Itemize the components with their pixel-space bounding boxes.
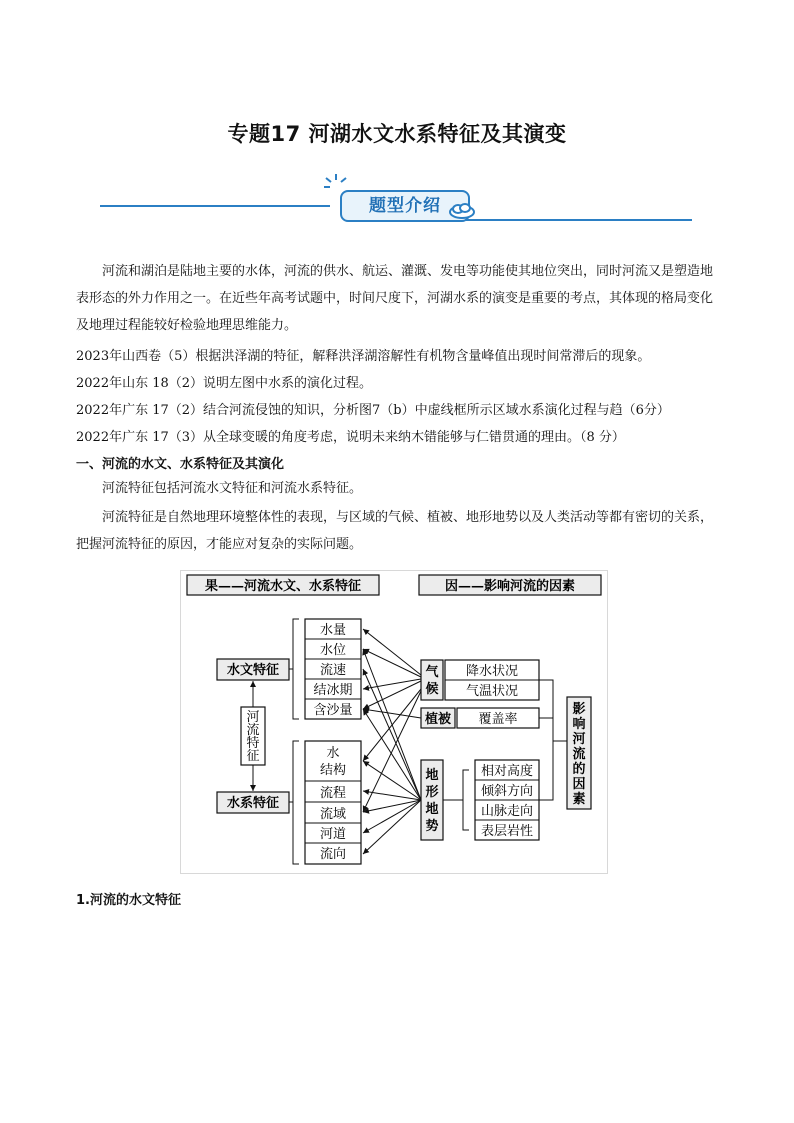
factors-char: 流 <box>572 747 586 762</box>
terrain-item: 倾斜方向 <box>480 784 534 799</box>
climate-item: 气温状况 <box>465 684 519 699</box>
hydro-item: 结冰期 <box>313 683 353 698</box>
exam-ref: 2022年山东 18（2）说明左图中水系的演化过程。 <box>76 376 373 391</box>
exam-ref: 2023年山西卷（5）根据洪泽湖的特征，解释洪泽湖溶解性有机物含量峰值出现时间常滞后的现象。 <box>76 349 651 364</box>
banner-right-rule <box>466 219 692 221</box>
body-paragraph: 河流特征包括河流水文特征和河流水系特征。 <box>102 481 363 496</box>
system-item-line2: 结 <box>319 763 333 778</box>
river-features-char: 征 <box>246 749 260 764</box>
river-features-diagram <box>180 570 608 874</box>
terrain-char: 地 <box>425 802 439 817</box>
system-item-line2b: 构 <box>333 763 347 778</box>
river-features-char: 河 <box>246 710 260 725</box>
hydro-item: 流速 <box>319 663 347 678</box>
terrain-item: 表层岩性 <box>480 824 534 839</box>
hydro-item: 水量 <box>319 623 347 638</box>
system-item <box>320 762 346 778</box>
river-features-char: 特 <box>246 736 260 751</box>
terrain-item: 山脉走向 <box>480 804 534 819</box>
climate-item: 降水状况 <box>465 664 519 679</box>
intro-paragraph: 河流和湖泊是陆地主要的水体，河流的供水、航运、灌溉、发电等功能使其地位突出，同时河流又是塑造地表形态的外力作用之一。在近些年高考试题中，时间尺度下，河湖水系的演变是重要的考点，其体现的格局变化及地理过程能较好检验地理思维能力。 <box>76 264 714 333</box>
factors-char: 的 <box>572 762 586 777</box>
page-title: 专题17 河湖水文水系特征及其演变 <box>227 122 567 146</box>
system-item: 流向 <box>319 847 347 862</box>
factors-char: 河 <box>572 732 586 747</box>
section-badge: 题型介绍 <box>340 190 470 222</box>
system-item: 河道 <box>319 827 347 842</box>
section-banner <box>100 172 692 224</box>
system-features-label: 水系特征 <box>226 796 280 811</box>
factors-char: 响 <box>572 717 586 732</box>
subsection-heading: 1.河流的水文特征 <box>76 893 181 908</box>
section-heading: 一、河流的水文、水系特征及其演化 <box>76 457 285 472</box>
factors-char: 因 <box>572 777 586 792</box>
vegetation-label: 植被 <box>424 712 452 727</box>
body-paragraph: 河流特征是自然地理环境整体性的表现，与区域的气候、植被、地形地势以及人类活动等都有密切的关系，把握河流特征的原因，才能应对复杂的实际问题。 <box>76 510 714 552</box>
river-features-char: 流 <box>246 723 260 738</box>
system-item: 水 <box>326 746 340 761</box>
exam-ref: 2022年广东 17（2）结合河流侵蚀的知识，分析图7（b）中虚线框所示区域水系演化过程与趋（6分） <box>76 403 670 418</box>
diagram-header-left-text: 果——河流水文、水系特征 <box>204 579 362 594</box>
climate-char: 候 <box>425 682 439 697</box>
hydro-features-label: 水文特征 <box>226 663 280 678</box>
banner-left-rule <box>100 205 330 207</box>
system-item: 流程 <box>319 786 347 801</box>
system-item: 流域 <box>319 807 347 822</box>
hydro-item: 水位 <box>319 643 347 658</box>
factors-char: 影 <box>572 702 586 717</box>
diagram-header-right-text: 因——影响河流的因素 <box>444 579 576 594</box>
cloud-icon <box>448 200 476 220</box>
hydro-item: 含沙量 <box>313 703 353 718</box>
terrain-item: 相对高度 <box>480 764 534 779</box>
climate-char: 气 <box>425 665 439 680</box>
terrain-char: 地 <box>425 768 439 783</box>
vegetation-item: 覆盖率 <box>478 712 518 727</box>
terrain-char: 形 <box>425 785 439 800</box>
factors-char: 素 <box>572 792 586 807</box>
exam-ref: 2022年广东 17（3）从全球变暖的角度考虑，说明未来纳木错能够与仁错贯通的理由。（8 分） <box>76 430 625 445</box>
terrain-char: 势 <box>425 819 439 834</box>
